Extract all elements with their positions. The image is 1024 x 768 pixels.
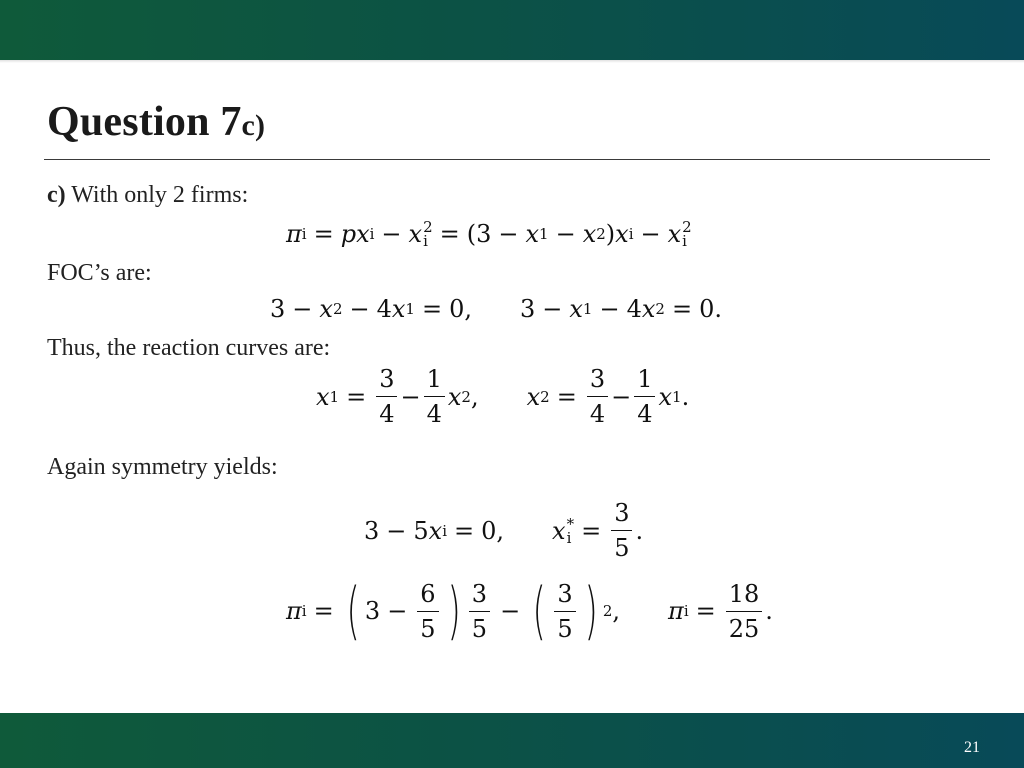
intro-text: With only 2 firms: <box>65 182 249 208</box>
intro-line <box>47 182 248 209</box>
slide-title <box>47 98 265 146</box>
foc-equation: 3 − x 2 − 4 x 1 = 0, 3 − x 1 − 4 x 2 = 0. <box>270 295 722 323</box>
fraction: $\frac{1}{4}$ <box>424 366 445 427</box>
fraction: $\frac{1}{4}$ <box>634 366 655 427</box>
slide-title-main: Question 7 <box>47 99 242 145</box>
fraction: $\frac{3}{4}$ <box>587 366 608 427</box>
title-divider <box>44 159 990 160</box>
fraction: $\frac{3}{5}$ <box>611 500 632 561</box>
page-number: 21 <box>964 739 980 756</box>
foc-label: FOC’s are: <box>47 260 152 286</box>
bottom-banner <box>0 713 1024 768</box>
profit-value-equation: π i = ( 3 − $\frac{6}{5}$ ) $\frac{3}{5}$ − ( $\frac{3}{5}$ ) 2 , π i = $\frac{18}{25}$ . <box>286 574 773 647</box>
slide-title-suffix: c) <box>241 109 266 142</box>
fraction: $\frac{3}{5}$ <box>554 581 575 642</box>
intro-label: c) <box>47 182 66 208</box>
symmetry-label: Again symmetry yields: <box>47 454 278 480</box>
reaction-equation: x 1 = $\frac{3}{4}$ − $\frac{1}{4}$ x 2 , x 2 = $\frac{3}{4}$ − $\frac{1}{4}$ x 1 . <box>316 365 690 428</box>
fraction: $\frac{3}{5}$ <box>469 581 490 642</box>
fraction: $\frac{6}{5}$ <box>417 581 438 642</box>
profit-equation: π i = px i − x 2 i = (3 − x 1 − x 2 ) x i − x 2 i <box>286 218 692 250</box>
fraction: $\frac{3}{4}$ <box>376 366 397 427</box>
symmetry-equation: 3 − 5 x i = 0, x * i = $\frac{3}{5}$ . <box>364 499 644 562</box>
top-banner-shadow <box>0 60 1024 63</box>
reaction-label: Thus, the reaction curves are: <box>47 335 331 361</box>
fraction: $\frac{18}{25}$ <box>726 581 763 642</box>
top-banner <box>0 0 1024 60</box>
